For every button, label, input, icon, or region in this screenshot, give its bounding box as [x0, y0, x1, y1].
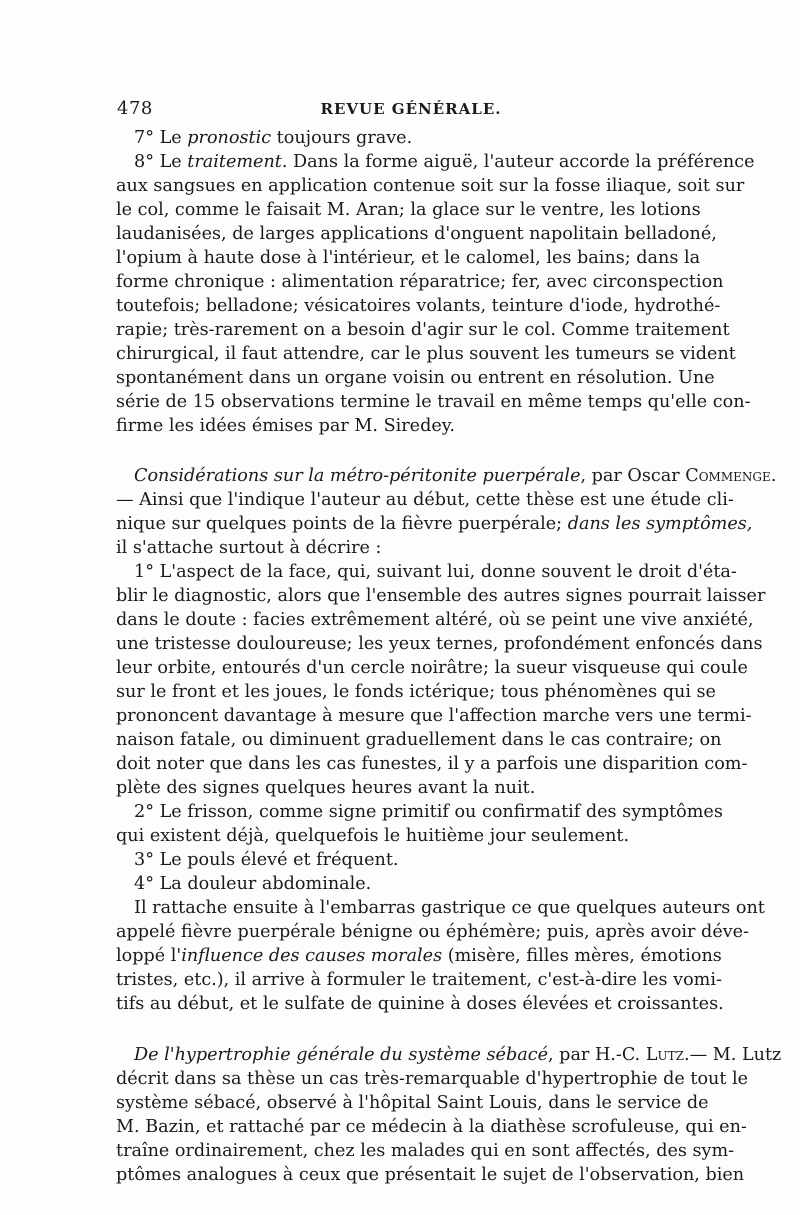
text-line: [116, 1091, 709, 1115]
text-run: l'opium à haute dose à l'intérieur, et le calomel, les bains; dans la: [116, 248, 701, 268]
text-run: leur orbite, entourés d'un cercle noirâtre; la sueur visqueuse qui coule: [116, 658, 748, 678]
text-run: dans le doute : facies extrêmement altéré, où se peint une vive anxiété,: [116, 610, 754, 630]
running-head: REVUE GÉNÉRALE.: [320, 100, 502, 118]
text-line: [116, 342, 736, 366]
text-run: blir le diagnostic, alors que l'ensemble des autres signes pourrait laisser: [116, 586, 766, 606]
text-run: 4° La douleur abdominale.: [134, 874, 372, 894]
text-line: [116, 872, 687, 896]
text-run: 2° Le frisson, comme signe primitif ou confirmatif des symptômes: [134, 802, 723, 822]
text-run: , par Oscar: [580, 466, 686, 486]
text-line: [116, 488, 734, 512]
paragraph-gap: [116, 438, 687, 464]
text-run: — Ainsi que l'indique l'auteur au début, cette thèse est une étude cli-: [116, 490, 734, 510]
text-run: traîne ordinairement, chez les malades qui en sont affectés, des sym-: [116, 1141, 735, 1161]
text-run: il s'attache surtout à décrire :: [116, 538, 382, 558]
text-line: [116, 824, 687, 848]
text-line: [116, 222, 717, 246]
text-run: qui existent déjà, quelquefois le huitième jour seulement.: [116, 826, 630, 846]
text-line: [116, 126, 687, 150]
text-run: nique sur quelques points de la fièvre puerpérale;: [116, 514, 568, 534]
text-line: [116, 848, 687, 872]
text-run: chirurgical, il faut attendre, car le plus souvent les tumeurs se vident: [116, 344, 736, 364]
italic-text: dans les symptômes,: [567, 514, 753, 534]
text-run: toujours grave.: [271, 128, 413, 148]
text-line: [116, 366, 715, 390]
text-line: [116, 560, 737, 584]
small-caps-name: Commenge.: [685, 466, 777, 486]
text-run: prononcent davantage à mesure que l'affection marche vers une termi-: [116, 706, 752, 726]
text-line: [116, 150, 755, 174]
text-run: 3° Le pouls élevé et fréquent.: [134, 850, 399, 870]
text-line: [116, 728, 722, 752]
text-run: , par H.-C.: [548, 1045, 646, 1065]
text-run: appelé fièvre puerpérale bénigne ou éphémère; puis, après avoir déve-: [116, 922, 750, 942]
text-run: sur le front et les joues, le fonds ictérique; tous phénomènes qui se: [116, 682, 716, 702]
text-line: [116, 536, 687, 560]
text-line: [116, 680, 716, 704]
text-line: [116, 944, 722, 968]
text-line: [116, 174, 745, 198]
page-header: [117, 98, 685, 124]
text-line: [116, 608, 754, 632]
text-line: [116, 270, 724, 294]
text-run: Dans la forme aiguë, l'auteur accorde la préférence: [287, 152, 755, 172]
text-run: M. Bazin, et rattaché par ce médecin à la diathèse scrofuleuse, qui en-: [116, 1117, 747, 1137]
text-line: [116, 920, 750, 944]
text-run: loppé l': [116, 946, 182, 966]
text-line: [116, 414, 687, 438]
text-run: Il rattache ensuite à l'embarras gastrique ce que quelques auteurs ont: [134, 898, 765, 918]
text-line: [116, 1043, 782, 1067]
text-line: [116, 992, 724, 1016]
text-line: [116, 968, 722, 992]
text-run: le col, comme le faisait M. Aran; la glace sur le ventre, les lotions: [116, 200, 701, 220]
text-run: laudanisées, de larges applications d'onguent napolitain belladoné,: [116, 224, 717, 244]
text-line: [116, 512, 753, 536]
text-line: [116, 294, 721, 318]
text-line: [116, 704, 752, 728]
text-line: [116, 656, 748, 680]
text-run: ptômes analogues à ceux que présentait le sujet de l'observation, bien: [116, 1165, 745, 1185]
text-run: 1° L'aspect de la face, qui, suivant lui, donne souvent le droit d'éta-: [134, 562, 737, 582]
text-line: [116, 246, 701, 270]
italic-text: traitement.: [187, 152, 288, 172]
text-run: une tristesse douloureuse; les yeux ternes, profondément enfoncés dans: [116, 634, 763, 654]
text-run: doit noter que dans les cas funestes, il y a parfois une disparition com-: [116, 754, 748, 774]
text-line: [116, 800, 723, 824]
text-run: décrit dans sa thèse un cas très-remarquable d'hypertrophie de tout le: [116, 1069, 749, 1089]
text-line: [116, 896, 765, 920]
text-line: [116, 198, 701, 222]
text-line: [116, 632, 763, 656]
text-run: (misère, filles mères, émotions: [442, 946, 722, 966]
small-caps-name: Lutz.: [645, 1045, 690, 1065]
text-run: tristes, etc.), il arrive à formuler le traitement, c'est-à-dire les vomi-: [116, 970, 722, 990]
text-run: plète des signes quelques heures avant la nuit.: [116, 778, 536, 798]
italic-text: De l'hypertrophie générale du système sébacé: [134, 1045, 548, 1065]
text-run: rapie; très-rarement on a besoin d'agir sur le col. Comme traitement: [116, 320, 730, 340]
text-run: naison fatale, ou diminuent graduellement dans le cas contraire; on: [116, 730, 722, 750]
italic-text: pronostic: [187, 128, 272, 148]
text-run: 8° Le: [134, 152, 188, 172]
text-line: [116, 776, 687, 800]
text-run: spontanément dans un organe voisin ou entrent en résolution. Une: [116, 368, 715, 388]
text-line: [116, 1139, 735, 1163]
text-line: [116, 318, 730, 342]
text-run: — M. Lutz: [689, 1045, 782, 1065]
text-line: [116, 464, 777, 488]
text-run: toutefois; belladone; vésicatoires volants, teinture d'iode, hydrothé-: [116, 296, 721, 316]
paragraph-gap: [116, 1016, 687, 1043]
text-run: 7° Le: [134, 128, 188, 148]
page-number: 478: [117, 98, 153, 119]
body-text: [116, 126, 782, 1187]
italic-text: Considérations sur la métro-péritonite puerpérale: [134, 466, 581, 486]
text-line: [116, 584, 766, 608]
text-line: [116, 1115, 747, 1139]
text-run: forme chronique : alimentation réparatrice; fer, avec circonspection: [116, 272, 724, 292]
italic-text: influence des causes morales: [181, 946, 443, 966]
text-line: [116, 1163, 745, 1187]
text-run: firme les idées émises par M. Siredey.: [116, 416, 455, 436]
text-line: [116, 752, 748, 776]
text-run: série de 15 observations termine le travail en même temps qu'elle con-: [116, 392, 751, 412]
text-run: système sébacé, observé à l'hôpital Saint Louis, dans le service de: [116, 1093, 709, 1113]
text-line: [116, 1067, 749, 1091]
text-run: aux sangsues en application contenue soit sur la fosse iliaque, soit sur: [116, 176, 745, 196]
text-run: tifs au début, et le sulfate de quinine à doses élevées et croissantes.: [116, 994, 724, 1014]
text-line: [116, 390, 751, 414]
